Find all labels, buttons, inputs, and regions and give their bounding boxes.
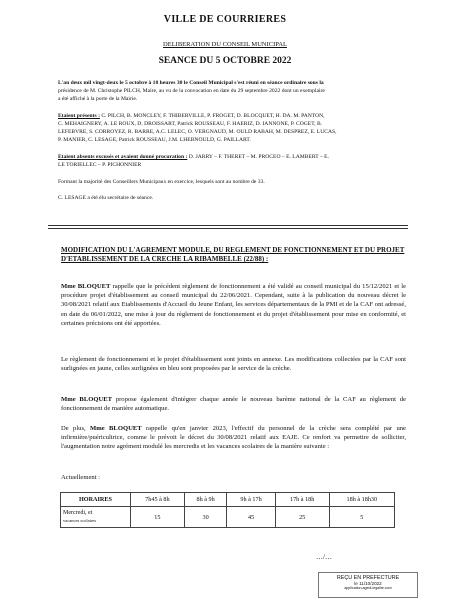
table-header-cell: 17h à 18h	[275, 493, 329, 507]
quorum-text: Formant la majorité des Conseillers Municipaux en exercice, lesquels sont au nombre de 33.	[58, 179, 265, 185]
town-title: VILLE DE COURRIERES	[163, 14, 287, 25]
table-header-cell: 9h à 17h	[227, 493, 275, 507]
present-line-4: P. MANIER, C. LESAGE, Patrick ROUSSEAU, J.M. LHEBNOULD, G. PAILLART.	[58, 137, 251, 143]
stamp-line-1: REÇU EN PREFECTURE	[336, 575, 400, 581]
deliberation-heading: DELIBERATION DU CONSEIL MUNICIPAL	[163, 41, 287, 48]
row-label-text: Mercredi, et	[63, 509, 93, 516]
present-line-1	[58, 113, 325, 120]
section-divider-2	[48, 228, 408, 229]
paragraph-4	[61, 424, 406, 452]
paragraph-1	[61, 282, 406, 328]
table-header-label: HORAIRES	[61, 493, 131, 507]
excused-line-2: LE TORIELLEC – P. PICHONNIER	[58, 162, 142, 168]
present-line-3: LEFEBVRE, S. CORROYEZ, R. BARRE, A.C. LELEC, O. VERGNAUD, M. OULD RABAH, M. DESPREZ, E. LUCAS,	[58, 129, 337, 135]
present-line-2: C. MEHAIGNERY, A. LE ROUX, D. DROISSART, Patrick ROUSSEAU, F. HAERIZ, D. IANNONE, P. COGET, B.	[58, 121, 323, 127]
excused-line-1	[58, 154, 329, 161]
table-cell: 15	[130, 507, 184, 528]
current-label: Actuellement :	[61, 474, 100, 481]
paragraph-3	[61, 395, 406, 413]
speaker-name: Mme BLOQUET	[61, 396, 113, 403]
table-header-cell: 7h45 à 8h	[130, 493, 184, 507]
speaker-name: Mme BLOQUET	[90, 425, 142, 432]
excused-names-1: D. JARRY – F. THERET – M. PROCEO – E. LAMBERT – E.	[187, 154, 329, 160]
paragraph-3-text: propose également d'intégrer chaque année le nouveau barème national de la CAF au règlement de fonctionnement de manière automatique.	[61, 396, 406, 413]
table-row-label	[61, 507, 131, 528]
table-cell: 45	[227, 507, 275, 528]
intro-line-1: L'an deux mil vingt-deux le 5 octobre à 18 heures 30 le Conseil Municipal s'est réuni en séance ordinaire sous la	[58, 80, 324, 86]
schedule-table	[60, 492, 395, 528]
table-cell: 30	[184, 507, 227, 528]
subject-heading: MODIFICATION DU L'AGREMENT MODULE, DU REGLEMENT DE FONCTIONNEMENT ET DU PROJET D'ETABLISSEMENT DE LA CRECHE LA RIBAMBELLE (22/88) :	[61, 246, 405, 263]
excused-label: Etaient absents excusés et avaient donné procuration :	[58, 154, 188, 160]
stamp-line-3: application.agedi-legalite.com	[344, 586, 392, 590]
table-header-row	[61, 493, 395, 507]
paragraph-1-text: rappelle que le précédent règlement de fonctionnement a été validé au conseil municipal du 15/12/2021 et le procédure projet d'établissement au conseil municipal du 22/06/2021. Cependant, suite à la publication du nouveau décret le 30/08/2021 relatif aux Etablissements d'Accueil du Jeune Enfant, les services départementaux de la PMI et de la CAF ont adressé, en date du 06/01/2022, une mise à jour du règlement de fonctionnement et du projet d'établissement pour mise en conformité, et certaines précisions ont été apportées.	[61, 283, 406, 327]
session-date-heading: SEANCE DU 5 OCTOBRE 2022	[158, 56, 292, 66]
row-sublabel-text: vacances scolaires	[63, 517, 97, 523]
stamp-line-2: le 11/10/2022	[354, 581, 382, 586]
secretary-text: C. LESAGE a été élu secrétaire de séance.	[58, 195, 154, 201]
table-row	[61, 507, 395, 528]
present-names-1: C. PILCH, B. MONCLEY, F. THIBERVILLE, P. FROGET, D. BLOCQUET, H. DA. M. PANTON,	[99, 113, 325, 119]
intro-line-2: présidence de M. Christophe PILCH, Maire, au vu de la convocation en date du 29 septembre 2022 dont un exemplaire	[58, 88, 325, 94]
paragraph-4-text: rappelle qu'en janvier 2023, l'effectif du personnel de la crèche sera complété par une infirmière/puéricultrice, comme le prévoit le décret du 30/08/2021 relatif aux EAJE. Ce renfort va permettre de solliciter, l'augmentation notre agrément modulé les mercredis et les vacances scolaires de la manière suivante :	[61, 425, 406, 451]
table-header-cell: 18h à 18h30	[329, 493, 394, 507]
paragraph-2: Le règlement de fonctionnement et le projet d'établissement sont joints en annexe. Les modifications collectées par la CAF sont surlignées en jaune, celles surlignées en bleu sont proposées par le service de la crèche.	[61, 356, 406, 373]
present-label: Etaient présents :	[58, 113, 100, 119]
table-cell: 25	[275, 507, 329, 528]
table-cell: 5	[329, 507, 394, 528]
continuation-marker: …/…	[316, 553, 332, 561]
intro-line-3: a été affiché à la porte de la Mairie.	[58, 96, 138, 102]
speaker-name: Mme BLOQUET	[61, 283, 111, 290]
section-divider	[48, 225, 408, 226]
paragraph-4-lead: De plus,	[61, 425, 91, 432]
prefecture-stamp	[318, 572, 418, 598]
table-header-cell: 8h à 9h	[184, 493, 227, 507]
